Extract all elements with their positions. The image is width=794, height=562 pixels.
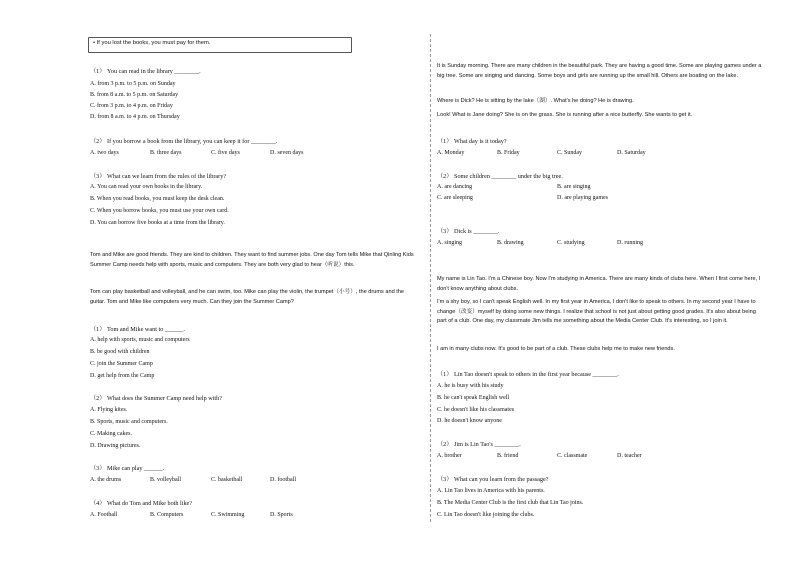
question-stem: （3） Dick is ________. — [437, 228, 500, 235]
option[interactable]: B. The Media Center Club is the first club that Lin Tao joins. — [437, 500, 584, 506]
option[interactable]: D. football — [270, 477, 296, 483]
option[interactable]: D. are playing games — [557, 195, 608, 201]
option[interactable]: D. running — [617, 240, 643, 246]
passage-paragraph: I'm a shy boy, so I can't speak English well. In my first year in America, I don't like to speak to others. In my second year I have to change（改变）myself by doing some new things. I realize that school is not just about getting good grades. It's also about being part of a club. One day, my classmate Jim tells me something about the Media Center Club. It's interesting, so I join it. — [437, 299, 756, 324]
question-stem: （2） Some children ________ under the big tree. — [437, 173, 563, 180]
question-stem: （1） Tom and Mike want to ______. — [90, 326, 185, 333]
option[interactable]: B. When you read books, you must keep the desk clean. — [90, 196, 225, 202]
option[interactable]: A. he is busy with his study — [437, 383, 504, 389]
option[interactable]: B. friend — [497, 453, 519, 459]
column-divider — [430, 34, 431, 522]
question-stem: （1） Lin Tao doesn't speak to others in the first year because ________. — [437, 371, 619, 378]
option[interactable]: B. three days — [150, 150, 182, 156]
option[interactable]: B. from 8 a.m. to 5 p.m. on Saturday — [90, 92, 179, 98]
option[interactable]: A. Lin Tao lives in America with his parents. — [437, 488, 545, 494]
option[interactable]: C. When you borrow books, you must use your own card. — [90, 208, 229, 214]
option[interactable]: A. singing — [437, 240, 463, 246]
question-stem: （2） If you borrow a book from the library, you can keep it for ________. — [90, 138, 278, 145]
option[interactable]: C. Lin Tao doesn't like joining the clubs. — [437, 512, 535, 518]
question-stem: （1） What day is it today? — [437, 138, 507, 145]
passage-paragraph: Look! What is Jane doing? She is on the grass. She is running after a nice butterfly. She wants to get it. — [437, 112, 693, 118]
option[interactable]: D. get help from the Camp — [90, 373, 155, 379]
option[interactable]: A. from 3 p.m. to 5 p.m. on Sunday — [90, 81, 176, 87]
option[interactable]: D. from 8 a.m. to 4 p.m. on Thursday — [90, 114, 180, 120]
option[interactable]: B. volleyball — [150, 477, 181, 483]
question-stem: （2） What does the Summer Camp need help with? — [90, 395, 222, 402]
option[interactable]: A. are dancing — [437, 184, 473, 190]
option[interactable]: A. Football — [90, 512, 118, 518]
option[interactable]: C. he doesn't like his classmates — [437, 407, 515, 413]
option[interactable]: B. drawing — [497, 240, 524, 246]
option[interactable]: B. Sports, music and computers. — [90, 419, 168, 425]
question-stem: （4） What do Tom and Mike both like? — [90, 500, 193, 507]
option[interactable]: A. Flying kites. — [90, 407, 128, 413]
option[interactable]: C. Making cakes. — [90, 431, 132, 437]
option[interactable]: C. Swimming — [211, 512, 245, 518]
option[interactable]: A. the drums — [90, 477, 122, 483]
passage-paragraph: I am in many clubs now. It's good to be part of a club. These clubs help me to make new friends. — [437, 346, 675, 352]
option[interactable]: B. are singing — [557, 184, 591, 190]
option[interactable]: B. be good with children — [90, 349, 150, 355]
option[interactable]: D. You can borrow five books at a time from the library. — [90, 220, 225, 226]
option[interactable]: A. brother — [437, 453, 462, 459]
passage-paragraph: Where is Dick? He is sitting by the lake（湖）. What's he doing? He is drawing. — [437, 98, 634, 104]
option[interactable]: A. help with sports, music and computers — [90, 337, 190, 343]
question-stem: （2） Jim is Lin Tao's ________. — [437, 441, 521, 448]
question-stem: （3） What can we learn from the rules of the library? — [90, 173, 227, 180]
passage-paragraph: Tom can play basketball and volleyball, and he can swim, too. Mike can play the violin, the trumpet（小号）, the drums and the guitar. Tom and Mike like computers very much. Can they join the Summer Camp? — [90, 289, 405, 305]
option[interactable]: D. teacher — [617, 453, 642, 459]
option[interactable]: C. five days — [211, 150, 240, 156]
rule-box — [88, 37, 352, 53]
passage-paragraph: My name is Lin Tao. I'm a Chinese boy. Now I'm studying in America. There are many kinds of clubs here. When I first come here, I don't know anything about clubs. — [437, 276, 761, 292]
passage-paragraph: It is Sunday morning. There are many children in the beautiful park. They are having a good time. Some are playing games under a big tree. Some are singing and dancing. Some boys and girls are running up the small hill. Others are boating on the lake. — [437, 63, 762, 79]
option[interactable]: C. are sleeping — [437, 195, 473, 201]
option[interactable]: C. studying — [557, 240, 585, 246]
option[interactable]: A. You can read your own books in the library. — [90, 184, 203, 190]
option[interactable]: B. Friday — [497, 150, 520, 156]
option[interactable]: C. from 3 p.m. to 4 p.m. on Friday — [90, 103, 173, 109]
option[interactable]: C. Sunday — [557, 150, 583, 156]
option[interactable]: D. Drawing pictures. — [90, 443, 141, 449]
passage-paragraph: Tom and Mike are good friends. They are kind to children. They want to find summer jobs. One day Tom tells Mike that Qinling Kids Summer Camp needs help with sports, music and computers. They are both very glad to hear（听说）this. — [90, 252, 414, 268]
question-stem: （1） You can read in the library ________. — [90, 68, 201, 75]
option[interactable]: C. classmate — [557, 453, 588, 459]
option[interactable]: B. Computers — [150, 512, 184, 518]
option[interactable]: D. seven days — [270, 150, 304, 156]
option[interactable]: A. two days — [90, 150, 119, 156]
option[interactable]: D. he doesn't know anyone — [437, 418, 502, 424]
option[interactable]: C. join the Summer Camp — [90, 361, 153, 367]
option[interactable]: D. Sports — [270, 512, 293, 518]
option[interactable]: A. Monday — [437, 150, 465, 156]
rule-text: • If you lost the books, you must pay for them. — [93, 40, 211, 46]
option[interactable]: D. Saturday — [617, 150, 646, 156]
question-stem: （3） Mike can play ______. — [90, 465, 165, 472]
option[interactable]: C. basketball — [211, 477, 243, 483]
question-stem: （3） What can you learn from the passage? — [437, 476, 549, 483]
option[interactable]: B. he can't speak English well — [437, 395, 510, 401]
